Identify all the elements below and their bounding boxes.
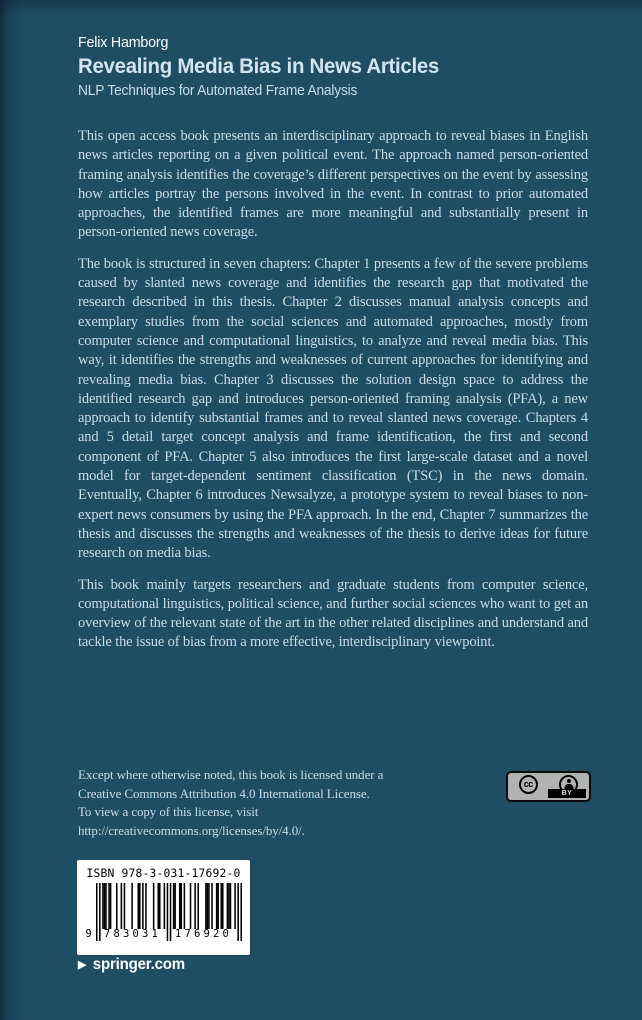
blurb-paragraph-3: This book mainly targets researchers and graduate students from computer science, computational linguistics, political science, and further social sciences who want to get an overview of the relevant state of the art in the other related disciplines and understand and tackle the issue of bias from a more effective, interdisciplinary viewpoint. [78, 576, 588, 651]
license-text [78, 766, 488, 840]
isbn-number: ISBN 978-3-031-17692-0 [86, 867, 241, 880]
barcode-digits-left: 783031 [103, 928, 162, 940]
cc-by-badge [506, 771, 591, 802]
blurb-paragraph-1: This open access book presents an interdisciplinary approach to reveal biases in English news articles reporting on a given political event. The approach named person-oriented framing analysis identifies the coverage’s different perspectives on the event by assessing how articles portray the persons involved in the event. In contrast to prior automated approaches, the identified frames are more meaningful and substantially present in person-oriented news coverage. [78, 128, 588, 241]
barcode-digit-lead: 9 [85, 928, 92, 940]
header-block [78, 34, 598, 99]
author-name: Felix Hamborg [78, 34, 169, 51]
publisher-site: springer.com [92, 956, 185, 973]
arrow-icon: ▶ [78, 958, 87, 971]
person-head [567, 779, 571, 783]
license-line: To view a copy of this license, visit [78, 804, 259, 819]
creative-commons-icon: cc [519, 775, 538, 794]
publisher-line [78, 956, 185, 974]
license-line: Except where otherwise noted, this book is licensed under a [78, 767, 384, 782]
license-url: http://creativecommons.org/licenses/by/4.0/. [78, 822, 305, 838]
book-subtitle: NLP Techniques for Automated Frame Analysis [78, 83, 358, 99]
license-line: Creative Commons Attribution 4.0 International License. [78, 785, 370, 801]
ean13-barcode [85, 883, 242, 941]
isbn-barcode-box [77, 860, 250, 955]
book-title: Revealing Media Bias in News Articles [78, 54, 440, 78]
barcode-digits-right: 176920 [174, 928, 233, 940]
blurb-text [78, 127, 588, 665]
blurb-paragraph-2: The book is structured in seven chapters: Chapter 1 presents a few of the severe problems caused by slanted news coverage and identifies the research gap that motivated the research described in this thesis. Chapter 2 discusses manual analysis concepts and exemplary studies from the social sciences and automated approaches, mostly from computer science and computational linguistics, to analyze and reveal media bias. This way, it identifies the strengths and weaknesses of current approaches for identifying and revealing media bias. Chapter 3 discusses the solution design space to address the identified research gap and introduces person-oriented framing analysis (PFA), a new approach to identify substantial frames and to reveal slanted news coverage. Chapters 4 and 5 detail target concept analysis and frame identification, the first and second component of PFA. Chapter 5 also introduces the first large-scale dataset and a novel model for target-dependent sentiment classification (TSC) in the news domain. Eventually, Chapter 6 introduces Newsalyze, a prototype system to reveal biases to non-expert news consumers by using the PFA approach. In the end, Chapter 7 summarizes the thesis and discusses the strengths and weaknesses of the thesis to derive ideas for future research on media bias. [78, 255, 588, 562]
by-label: BY [548, 789, 586, 798]
